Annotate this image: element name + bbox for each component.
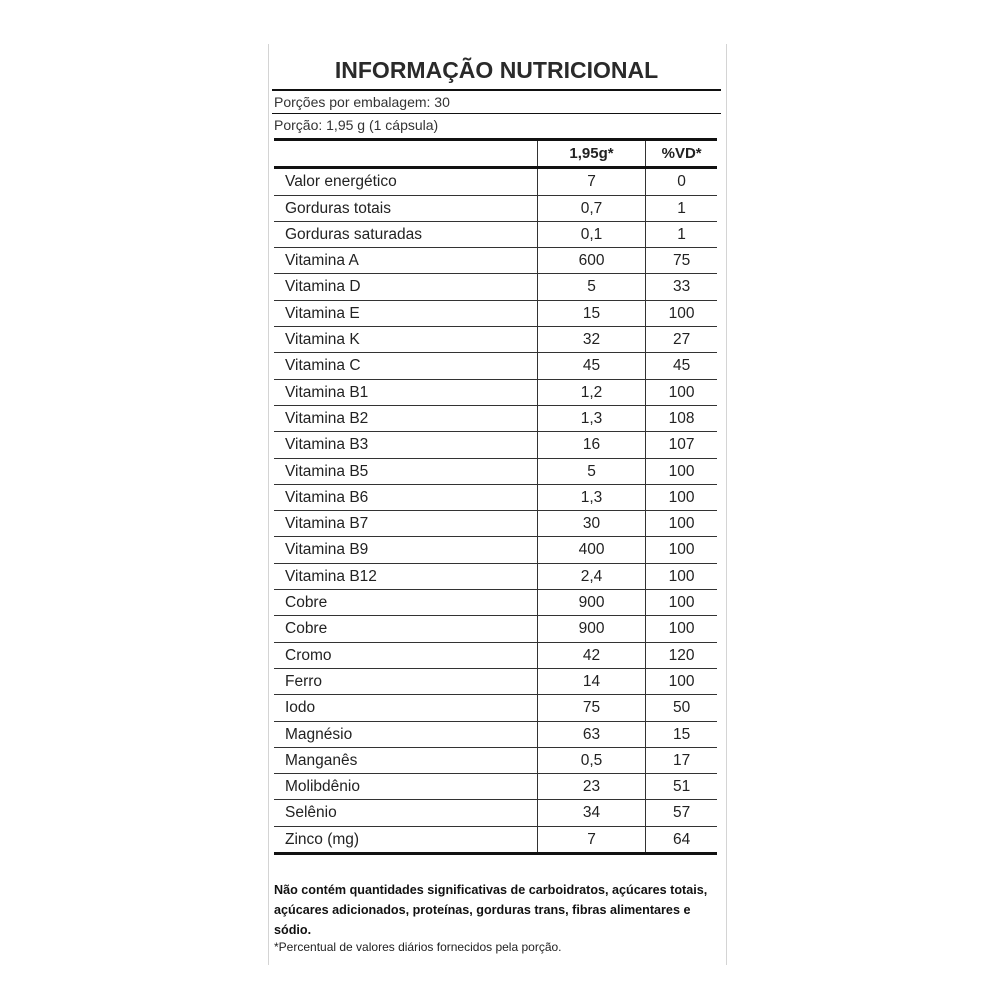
serving-value: 0,7 xyxy=(537,195,645,221)
daily-value-footnote: *Percentual de valores diários fornecidos pela porção. xyxy=(274,940,562,954)
nutrient-name: Vitamina B6 xyxy=(274,484,537,510)
serving-value: 7 xyxy=(537,826,645,853)
serving-value: 5 xyxy=(537,458,645,484)
daily-value-percent: 100 xyxy=(646,668,717,694)
daily-value-percent: 100 xyxy=(646,379,717,405)
table-row xyxy=(274,695,717,721)
table-header-row xyxy=(274,140,717,168)
daily-value-percent: 100 xyxy=(646,616,717,642)
nutrient-name: Cobre xyxy=(274,590,537,616)
nutrient-name: Gorduras totais xyxy=(274,195,537,221)
serving-value: 34 xyxy=(537,800,645,826)
daily-value-percent: 0 xyxy=(646,168,717,195)
serving-value: 42 xyxy=(537,642,645,668)
table-row xyxy=(274,747,717,773)
table-row xyxy=(274,221,717,247)
nutrient-name: Manganês xyxy=(274,747,537,773)
daily-value-percent: 27 xyxy=(646,327,717,353)
nutrient-name: Cobre xyxy=(274,616,537,642)
daily-value-percent: 100 xyxy=(646,484,717,510)
nutrient-name: Cromo xyxy=(274,642,537,668)
serving-value: 14 xyxy=(537,668,645,694)
table-row xyxy=(274,327,717,353)
nutrient-name: Zinco (mg) xyxy=(274,826,537,853)
table-row xyxy=(274,826,717,853)
table-row xyxy=(274,800,717,826)
daily-value-percent: 1 xyxy=(646,221,717,247)
table-row xyxy=(274,590,717,616)
table-row xyxy=(274,511,717,537)
nutrition-table xyxy=(274,138,717,855)
daily-value-percent: 100 xyxy=(646,511,717,537)
daily-value-percent: 100 xyxy=(646,458,717,484)
daily-value-percent: 57 xyxy=(646,800,717,826)
nutrient-name: Vitamina K xyxy=(274,327,537,353)
daily-value-percent: 120 xyxy=(646,642,717,668)
serving-value: 75 xyxy=(537,695,645,721)
nutrient-name: Magnésio xyxy=(274,721,537,747)
nutrient-name: Vitamina B3 xyxy=(274,432,537,458)
nutrient-name: Valor energético xyxy=(274,168,537,195)
nutrient-name: Vitamina B9 xyxy=(274,537,537,563)
serving-value: 1,3 xyxy=(537,484,645,510)
table-row xyxy=(274,195,717,221)
daily-value-percent: 100 xyxy=(646,537,717,563)
nutrient-name: Molibdênio xyxy=(274,774,537,800)
serving-value: 600 xyxy=(537,248,645,274)
serving-value: 2,4 xyxy=(537,563,645,589)
table-row xyxy=(274,379,717,405)
table-row xyxy=(274,274,717,300)
serving-value: 900 xyxy=(537,616,645,642)
header-nutrient xyxy=(274,140,537,168)
table-row xyxy=(274,458,717,484)
daily-value-percent: 100 xyxy=(646,563,717,589)
serving-value: 45 xyxy=(537,353,645,379)
daily-value-percent: 33 xyxy=(646,274,717,300)
table-row xyxy=(274,405,717,431)
table-row xyxy=(274,537,717,563)
nutrient-name: Vitamina A xyxy=(274,248,537,274)
label-title: INFORMAÇÃO NUTRICIONAL xyxy=(334,57,659,83)
serving-value: 0,5 xyxy=(537,747,645,773)
daily-value-percent: 107 xyxy=(646,432,717,458)
daily-value-percent: 75 xyxy=(646,248,717,274)
daily-value-percent: 108 xyxy=(646,405,717,431)
daily-value-percent: 45 xyxy=(646,353,717,379)
daily-value-percent: 100 xyxy=(646,590,717,616)
serving-value: 32 xyxy=(537,327,645,353)
serving-value: 30 xyxy=(537,511,645,537)
table-row xyxy=(274,774,717,800)
nutrient-name: Vitamina E xyxy=(274,300,537,326)
nutrient-name: Vitamina D xyxy=(274,274,537,300)
nutrient-name: Ferro xyxy=(274,668,537,694)
nutrient-name: Selênio xyxy=(274,800,537,826)
serving-value: 1,3 xyxy=(537,405,645,431)
serving-value: 23 xyxy=(537,774,645,800)
nutrient-name: Gorduras saturadas xyxy=(274,221,537,247)
serving-value: 16 xyxy=(537,432,645,458)
header-serving-value: 1,95g* xyxy=(537,140,645,168)
nutrient-name: Vitamina B1 xyxy=(274,379,537,405)
serving-value: 5 xyxy=(537,274,645,300)
nutrient-name: Vitamina B7 xyxy=(274,511,537,537)
nutrient-name: Vitamina B5 xyxy=(274,458,537,484)
table-row xyxy=(274,168,717,195)
daily-value-percent: 50 xyxy=(646,695,717,721)
daily-value-percent: 1 xyxy=(646,195,717,221)
table-row xyxy=(274,248,717,274)
serving-value: 400 xyxy=(537,537,645,563)
daily-value-percent: 64 xyxy=(646,826,717,853)
table-row xyxy=(274,616,717,642)
nutrient-name: Vitamina B2 xyxy=(274,405,537,431)
daily-value-percent: 51 xyxy=(646,774,717,800)
table-row xyxy=(274,484,717,510)
nutrient-name: Vitamina B12 xyxy=(274,563,537,589)
daily-value-percent: 100 xyxy=(646,300,717,326)
nutrient-name: Iodo xyxy=(274,695,537,721)
table-row xyxy=(274,432,717,458)
serving-value: 0,1 xyxy=(537,221,645,247)
table-row xyxy=(274,563,717,589)
serving-value: 7 xyxy=(537,168,645,195)
daily-value-percent: 15 xyxy=(646,721,717,747)
servings-per-package: Porções por embalagem: 30 xyxy=(274,94,450,110)
header-daily-value: %VD* xyxy=(646,140,717,168)
serving-value: 15 xyxy=(537,300,645,326)
table-row xyxy=(274,668,717,694)
serving-size: Porção: 1,95 g (1 cápsula) xyxy=(274,117,439,133)
daily-value-percent: 17 xyxy=(646,747,717,773)
serving-value: 900 xyxy=(537,590,645,616)
table-row xyxy=(274,300,717,326)
nutrient-name: Vitamina C xyxy=(274,353,537,379)
table-row xyxy=(274,721,717,747)
serving-value: 63 xyxy=(537,721,645,747)
table-row xyxy=(274,353,717,379)
table-row xyxy=(274,642,717,668)
serving-value: 1,2 xyxy=(537,379,645,405)
absence-statement: Não contém quantidades significativas de carboidratos, açúcares totais, açúcares adicionados, proteínas, gorduras trans, fibras alimentares e sódio. xyxy=(274,883,708,937)
